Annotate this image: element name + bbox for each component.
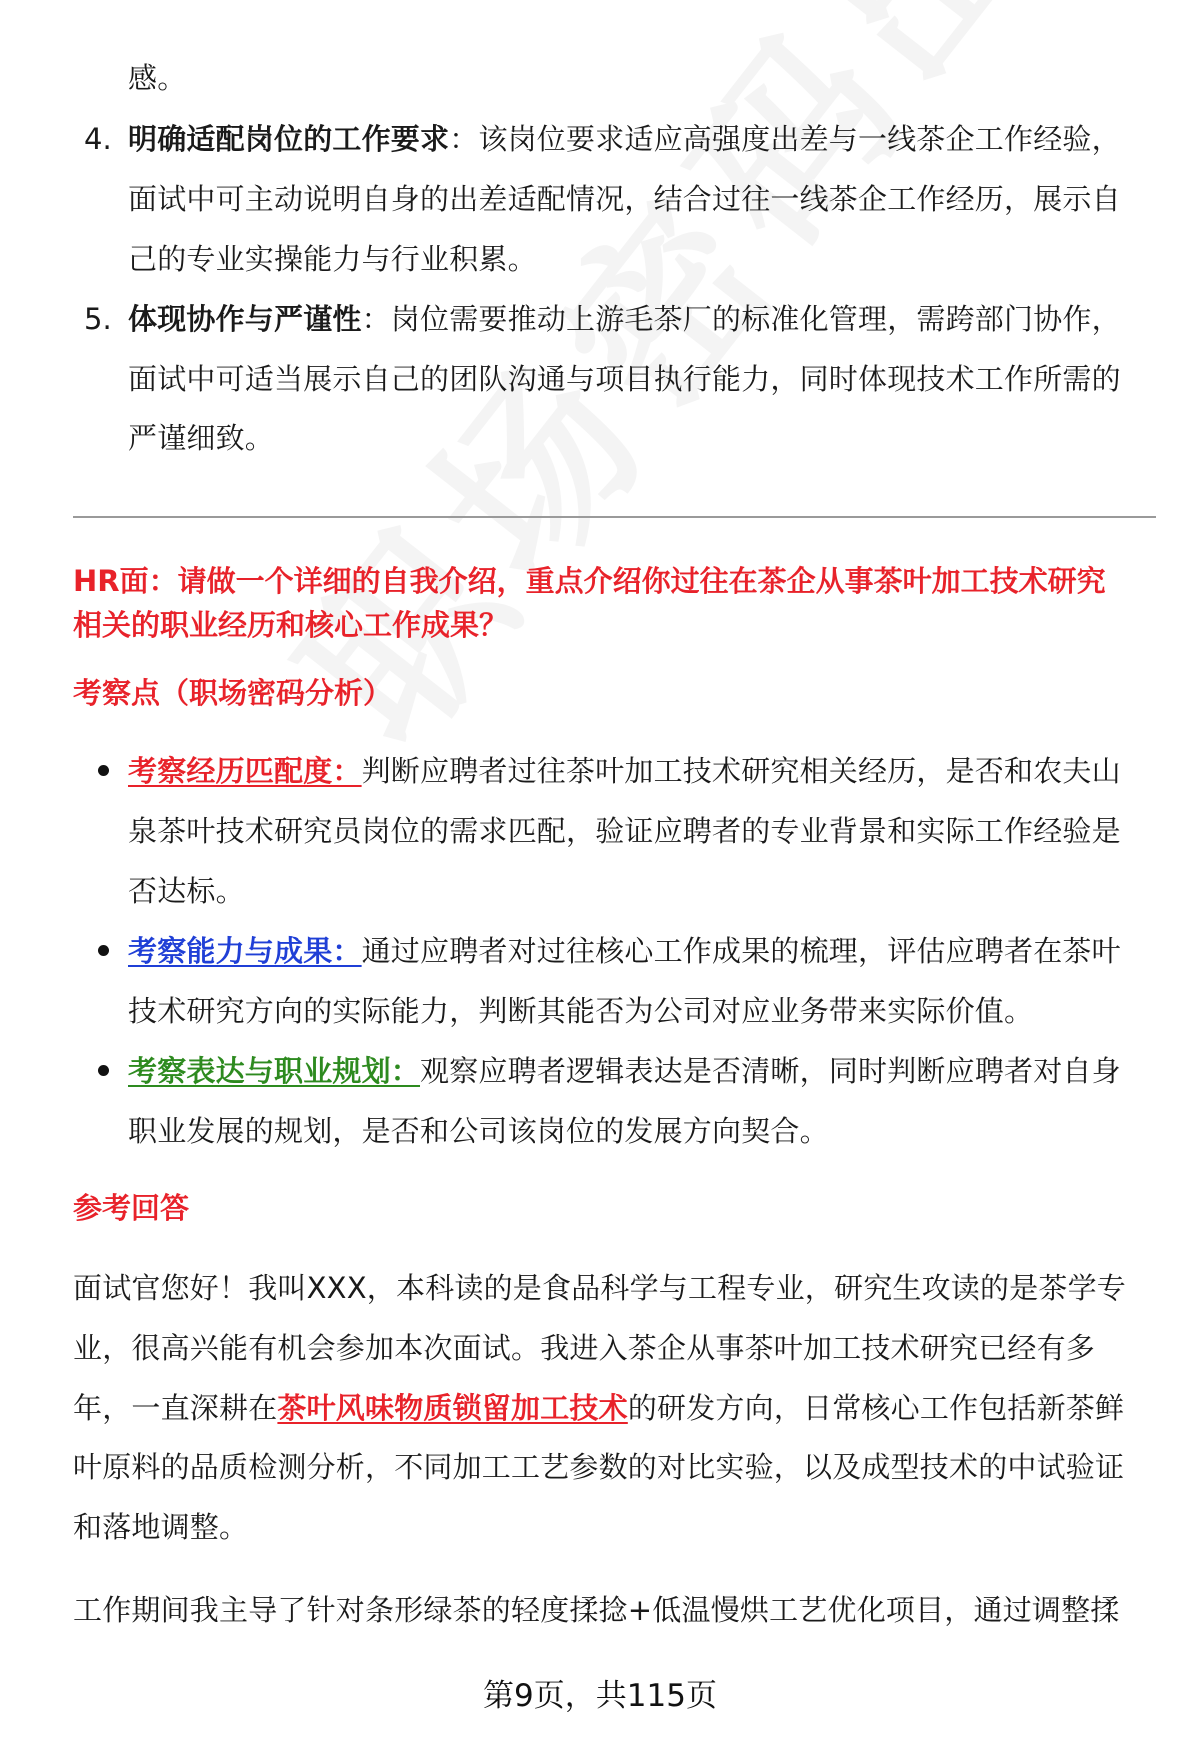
list-item-5-line-3: 严谨细致。: [128, 421, 275, 455]
analysis-bullet-2-line-1: [128, 931, 1121, 971]
bullet-label: 考察经历匹配度：: [128, 754, 362, 788]
answer-heading: 参考回答: [73, 1191, 190, 1225]
answer-highlight: 茶叶风味物质锁留加工技术: [277, 1391, 628, 1425]
analysis-bullet-1-line-1: [128, 751, 1121, 791]
answer-p1-line-5: 和落地调整。: [73, 1510, 249, 1544]
bullet-label: 考察表达与职业规划：: [128, 1054, 421, 1088]
list-item-title: 体现协作与严谨性: [128, 302, 362, 336]
bullet-text: 通过应聘者对过往核心工作成果的梳理，评估应聘者在茶叶: [361, 934, 1121, 968]
bullet-dot: [98, 1065, 109, 1076]
bullet-dot: [98, 765, 109, 776]
question-heading-line-1: HR面：请做一个详细的自我介绍，重点介绍你过往在茶企从事茶叶加工技术研究: [73, 564, 1106, 598]
answer-p2-line-1: 工作期间我主导了针对条形绿茶的轻度揉捻+低温慢烘工艺优化项目，通过调整揉: [73, 1593, 1120, 1627]
answer-p1-line-4: 叶原料的品质检测分析，不同加工工艺参数的对比实验，以及成型技术的中试验证: [73, 1450, 1125, 1484]
answer-p1-line-1: 面试官您好！我叫XXX，本科读的是食品科学与工程专业，研究生攻读的是茶学专: [73, 1271, 1127, 1305]
bullet-text: 观察应聘者逻辑表达是否清晰，同时判断应聘者对自身: [420, 1054, 1121, 1088]
question-heading-line-2: 相关的职业经历和核心工作成果？: [73, 608, 509, 642]
page-number: 第9页，共115页: [483, 1678, 717, 1714]
list-item-5-line-1: [128, 299, 1121, 339]
section-divider: [73, 516, 1156, 518]
answer-text: 的研发方向，日常核心工作包括新茶鲜: [627, 1391, 1125, 1425]
analysis-heading: 考察点（职场密码分析）: [73, 676, 393, 710]
answer-p1-line-2: 业，很高兴能有机会参加本次面试。我进入茶企从事茶叶加工技术研究已经有多: [73, 1331, 1096, 1365]
analysis-bullet-2-line-2: 技术研究方向的实际能力，判断其能否为公司对应业务带来实际价值。: [128, 994, 1034, 1028]
list-item-text: ：岗位需要推动上游毛茶厂的标准化管理，需跨部门协作，: [361, 302, 1121, 336]
answer-p1-line-3: [73, 1388, 1124, 1428]
list-item-4-line-1: [128, 119, 1121, 159]
list-continuation-line: 感。: [128, 61, 187, 95]
analysis-bullet-3-line-1: [128, 1051, 1121, 1091]
bullet-dot: [98, 945, 109, 956]
list-item-number: 5.: [84, 302, 112, 336]
list-item-title: 明确适配岗位的工作要求: [128, 122, 450, 156]
list-item-text: ：该岗位要求适应高强度出差与一线茶企工作经验，: [449, 122, 1121, 156]
bullet-text: 判断应聘者过往茶叶加工技术研究相关经历，是否和农夫山: [361, 754, 1121, 788]
list-item-number: 4.: [84, 122, 112, 156]
list-item-4-line-2: 面试中可主动说明自身的出差适配情况，结合过往一线茶企工作经历，展示自: [128, 182, 1121, 216]
analysis-bullet-1-line-2: 泉茶叶技术研究员岗位的需求匹配，验证应聘者的专业背景和实际工作经验是: [128, 814, 1121, 848]
answer-text: 年，一直深耕在: [73, 1391, 278, 1425]
bullet-label: 考察能力与成果：: [128, 934, 362, 968]
list-item-5-line-2: 面试中可适当展示自己的团队沟通与项目执行能力，同时体现技术工作所需的: [128, 362, 1121, 396]
list-item-4-line-3: 己的专业实操能力与行业积累。: [128, 242, 537, 276]
analysis-bullet-1-line-3: 否达标。: [128, 874, 245, 908]
analysis-bullet-3-line-2: 职业发展的规划，是否和公司该岗位的发展方向契合。: [128, 1114, 829, 1148]
